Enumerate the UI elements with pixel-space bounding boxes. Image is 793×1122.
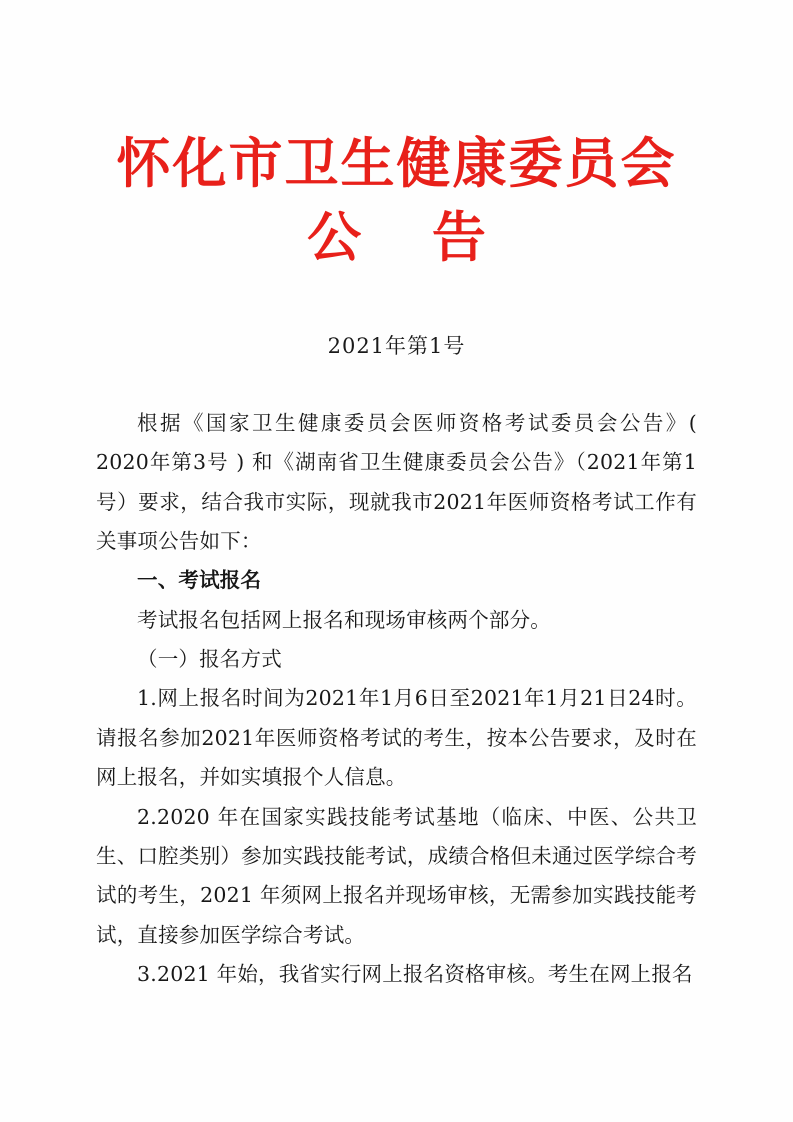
paragraph-intro: 根据《国家卫生健康委员会医师资格考试委员会公告》( 2020年第3号 ) 和《湖南省卫生健康委员会公告》（2021年第1号）要求，结合我市实际，现就我市2021年医师资格考试工作有关事项公告如下： — [96, 410, 697, 553]
document-body — [96, 404, 697, 994]
issue-number: 2021年第1号 — [327, 333, 466, 358]
page-title-line1: 怀化市卫生健康委员会 — [116, 131, 677, 195]
paragraph-section-1: 一、考试报名 — [137, 568, 262, 593]
paragraph-item-3: 3.2021 年始，我省实行网上报名资格审核。考生在网上报名 — [137, 961, 693, 986]
page-title — [96, 0, 697, 272]
paragraph-section-1-lead: 考试报名包括网上报名和现场审核两个部分。 — [137, 607, 551, 632]
paragraph-item-1: 1.网上报名时间为2021年1月6日至2021年1月21日24时。请报名参加2021年医师资格考试的考生，按本公告要求，及时在网上报名，并如实填报个人信息。 — [96, 686, 697, 790]
page-title-line2: 公 告 — [307, 204, 512, 269]
paragraph-section-1-1: （一）报名方式 — [137, 647, 282, 672]
paragraph-item-2: 2.2020 年在国家实践技能考试基地（临床、中医、公共卫生、口腔类别）参加实践技能考试，成绩合格但未通过医学综合考试的考生，2021 年须网上报名并现场审核，无需参加实践技能考试，直接参加医学综合考试。 — [96, 804, 697, 947]
